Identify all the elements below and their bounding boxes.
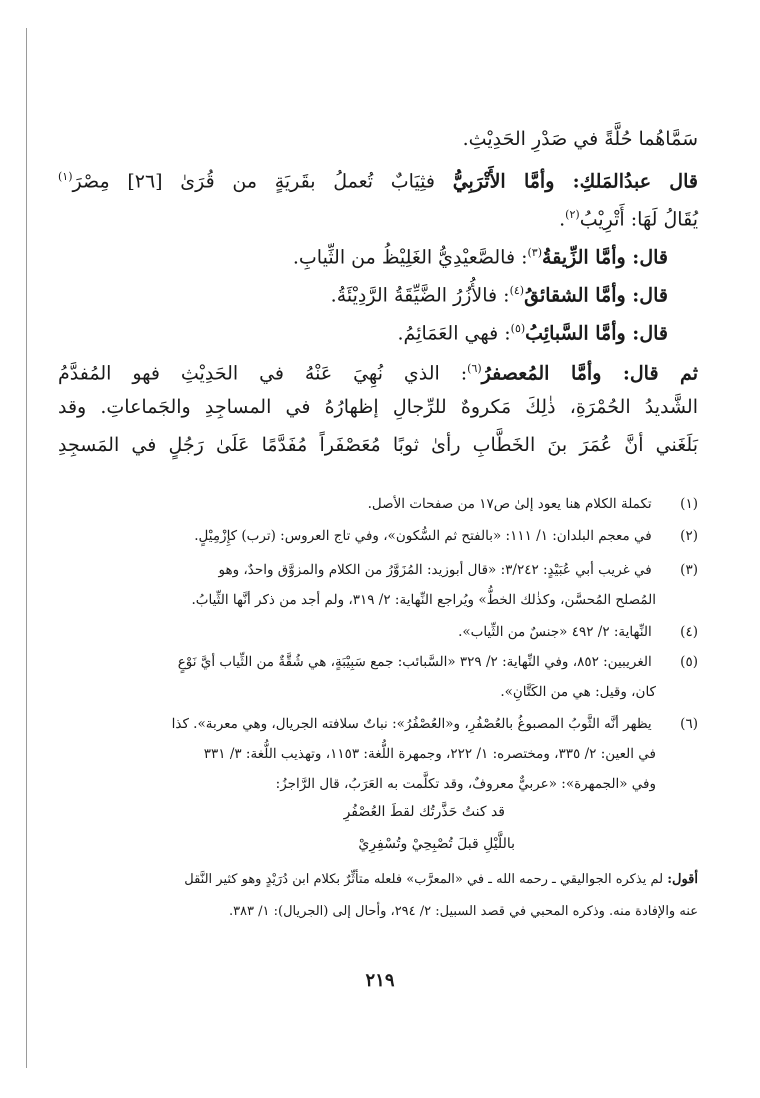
body-line-6 [58,316,698,346]
footnote-number: (٦) [680,716,698,732]
body-line-7 [58,356,698,386]
footnote-number: (٢) [680,528,698,544]
comment-text: عنه والإفادة منه. وذكره المحبي في قصد السبيل: ٢/ ٢٩٤، وأحال إلى (الجريال): ١/ ٣٨٣. [228,904,698,919]
footnote-6-cont-1 [58,744,698,764]
poem-verse-2: باللَّيْلِ قبلَ تُصْبِحِيْ وتُسْفِرِيْ [358,836,515,852]
footnote-1 [58,494,698,514]
body-text: : فالصَّعيْدِيُّ الغَلِيْظُ من الثِّيابِ. [292,246,528,269]
footnote-text: في معجم البلدان: ١/ ١١١: «بالفتح ثم السُّكون»، وفي تاج العروس: (ترب) كإِزْمِيْلٍ. [194,528,652,544]
page-number: ٢١٩ [365,970,395,991]
body-text: فثِيَابٌ تُعملُ بقَريَةٍ من قُرَىٰ [٢٦] مِصْرَ [72,170,435,193]
footnote-3-cont [58,590,698,610]
comment-label: أقول: [667,872,698,887]
footnote-text: كان، وقيل: هي من الكَتَّانِ». [500,684,656,700]
footnote-number: (٥) [680,654,698,670]
footnote-marker: (٣) [527,246,543,259]
page-edge-line [26,28,27,1068]
footnote-5 [58,652,698,672]
footnote-text: الغريبين: ٨٥٢، وفي النِّهاية: ٢/ ٣٢٩ «السَّبائب: جمع سَبِيْبَةٍ، هي شُقَّةٌ من الثِّياب أيَّ نَوْعٍ [177,654,652,670]
body-line-2 [58,164,698,194]
footnote-6-cont-2 [58,774,698,794]
speaker-label: قال: وأمَّا الزِّيقةُ [542,246,668,269]
footnote-text: وفي «الجمهرة»: «عربيٌّ معروفٌ، وقد تكلَّمت به العَرَبُ، قال الرَّاجزُ: [275,776,656,792]
body-text: : الذي نُهِيَ عَنْهُ في الحَدِيْثِ فهو المُفدَّمُ [58,362,468,385]
body-line-9: بَلَغَني أنَّ عُمَرَ بنَ الخَطَّابِ رأىٰ ثوبًا مُعَصْفَراً مُفَدَّمًا عَلَىٰ رَجُلٍ في المَسجِدِ [58,434,698,456]
footnote-marker: (٥) [510,322,526,335]
body-line-3 [58,202,698,232]
footnote-marker: (١) [58,170,73,183]
footnote-3 [58,560,698,580]
footnote-text: النِّهاية: ٢/ ٤٩٢ «جنسٌ من الثِّياب». [458,624,652,640]
footnote-number: (٤) [680,624,698,640]
footnote-marker: (٤) [509,284,525,297]
poem-verse-1: قد كنتُ حَذَّرتُك لقطَ العُصْفُرِ [343,804,505,820]
footnote-text: يظهر أنَّه الثَّوبُ المصبوغُ بالعُصْفُرِ، و«العُصْفُرُ»: نباتٌ سلافته الجريال، وهي معربة». كذا [171,716,652,732]
body-line-4 [58,240,698,270]
speaker-label: قال عبدُالمَلكِ: وأمَّا الأَتْرَبِيُّ [452,170,698,193]
footnote-5-cont [58,682,698,702]
punctuation: . [559,208,566,231]
comment-text: لم يذكره الجواليقي ـ رحمه الله ـ في «المعرَّب» فلعله متأثِّرٌ بكلام ابن دُرَيْدٍ وهو كثير النَّقل [184,872,664,887]
body-text: يُقَالُ لَهَا: أَتْرِيْبُ [579,208,698,231]
footnote-text: تكملة الكلام هنا يعود إلىٰ ص١٧ من صفحات الأصل. [367,496,652,512]
body-line-1: سَمَّاهُما حُلَّةً في صَدْرِ الحَدِيْثِ. [462,128,698,150]
footnote-4 [58,622,698,642]
speaker-label: قال: وأمَّا الشقائقُ [524,284,668,307]
body-text: : فهي العَمَائِمُ. [397,322,511,345]
body-text: : فالأُزُرُ الضَّيِّقَةُ الرَّدِيْئَةُ. [330,284,510,307]
footnote-number: (٣) [680,562,698,578]
footnote-text: في العين: ٢/ ٣٣٥، ومختصره: ١/ ٢٢٢، وجمهرة اللُّغة: ١١٥٣، وتهذيب اللُّغة: ٣/ ٣٣١ [203,746,656,762]
footnote-text: في غريب أبي عُبَيْدٍ: ٣/٢٤٢: «قال أبوزيد: المُزَوَّرُ من الكلام والمزوَّق واحدٌ، وهو [218,562,652,578]
footnote-marker: (٢) [565,208,580,221]
body-line-5 [58,278,698,308]
footnote-marker: (٦) [467,362,482,375]
footnote-text: المُصلح المُحسَّن، وكذٰلك الخطُّ» ويُراجع النِّهاية: ٢/ ٣١٩، ولم أجد من ذكر أنَّها الثِّيابُ. [191,592,656,608]
speaker-label: قال: وأمَّا السَّبائِبُ [525,322,668,345]
comment-line-1 [58,870,698,890]
speaker-label: ثم قال: وأمَّا المُعصفرُ [481,362,698,385]
footnote-6 [58,714,698,734]
footnote-number: (١) [680,496,698,512]
body-line-8: الشَّديدُ الحُمْرَةِ، ذٰلِكَ مَكروهٌ للرِّجالِ إظهارُهُ في المساجِدِ والجَماعاتِ. وقد [58,396,698,418]
comment-line-2 [58,902,698,922]
footnote-2 [58,526,698,546]
